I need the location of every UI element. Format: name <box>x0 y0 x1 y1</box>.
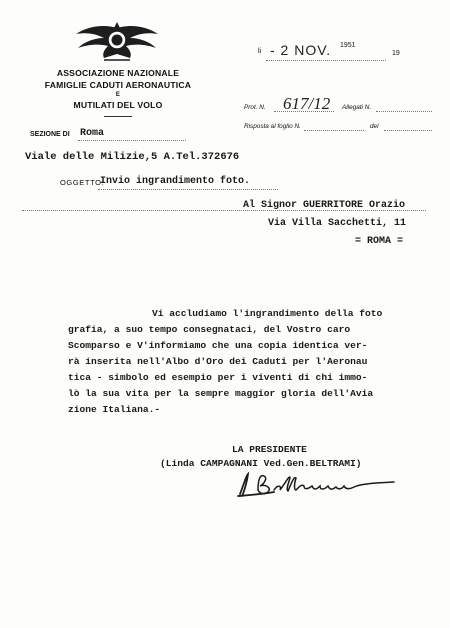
signatory-title: LA PRESIDENTE <box>232 444 307 455</box>
body-line-4: rà inserita nell'Albo d'Oro dei Caduti per l'Aeronau <box>68 356 368 367</box>
handwritten-signature <box>234 470 404 500</box>
body-line-1: Vi accludiamo l'ingrandimento della foto <box>152 308 383 319</box>
address-line: Viale delle Milizie,5 A.Tel.372676 <box>25 151 240 163</box>
recipient-city: = ROMA = <box>355 236 404 247</box>
del-dotted-line <box>384 130 432 131</box>
date-prefix: li <box>258 48 262 55</box>
body-line-3: Scomparso e V'informiamo che una copia identica ver- <box>68 340 368 351</box>
org-name-line-3: E <box>115 92 121 98</box>
org-name-line-4: MUTILATI DEL VOLO <box>73 100 163 110</box>
body-line-7: zione Italiana.- <box>68 404 161 415</box>
body-line-2: grafia, a suo tempo consegnataci, del Vostro caro <box>68 324 351 335</box>
letterhead-divider <box>104 116 132 117</box>
section-dotted-line <box>78 140 186 141</box>
prot-dotted-line <box>274 111 334 112</box>
recipient-name: Al Signor GUERRITORE Orazio <box>243 200 406 211</box>
section-value: Roma <box>80 128 105 139</box>
date-stamp: - 2 NOV. <box>270 42 332 58</box>
recipient-street: Via Villa Sacchetti, 11 <box>268 218 407 229</box>
eagle-crest-icon <box>74 20 160 64</box>
body-line-6: lò la sua vita per la sempre maggior gloria dell'Avia <box>68 388 374 399</box>
date-dotted-line <box>266 60 386 61</box>
prot-label: Prot. N. <box>244 104 266 111</box>
org-name-line-1: ASSOCIAZIONE NAZIONALE <box>56 68 180 78</box>
subject-value: Invio ingrandimento foto. <box>100 176 251 187</box>
risposta-label: Risposta al foglio N. <box>244 123 301 130</box>
section-label: SEZIONE DI <box>30 131 70 138</box>
body-line-5: tica - simbolo ed esempio per i viventi di chi immo- <box>68 372 368 383</box>
subject-dotted-line <box>98 189 278 190</box>
signatory-name: (Linda CAMPAGNANI Ved.Gen.BELTRAMI) <box>160 458 362 469</box>
allegati-dotted-line <box>376 111 432 112</box>
prot-value: 617/12 <box>283 94 331 113</box>
date-year: 1951 <box>340 42 356 49</box>
org-name-line-2: FAMIGLIE CADUTI AERONAUTICA <box>44 80 192 90</box>
subject-label: OGGETTO: <box>60 178 105 187</box>
del-label: del <box>370 123 379 130</box>
date-suffix: 19 <box>392 50 400 57</box>
allegati-label: Allegati N. <box>342 104 372 111</box>
risposta-dotted-line <box>304 130 364 131</box>
